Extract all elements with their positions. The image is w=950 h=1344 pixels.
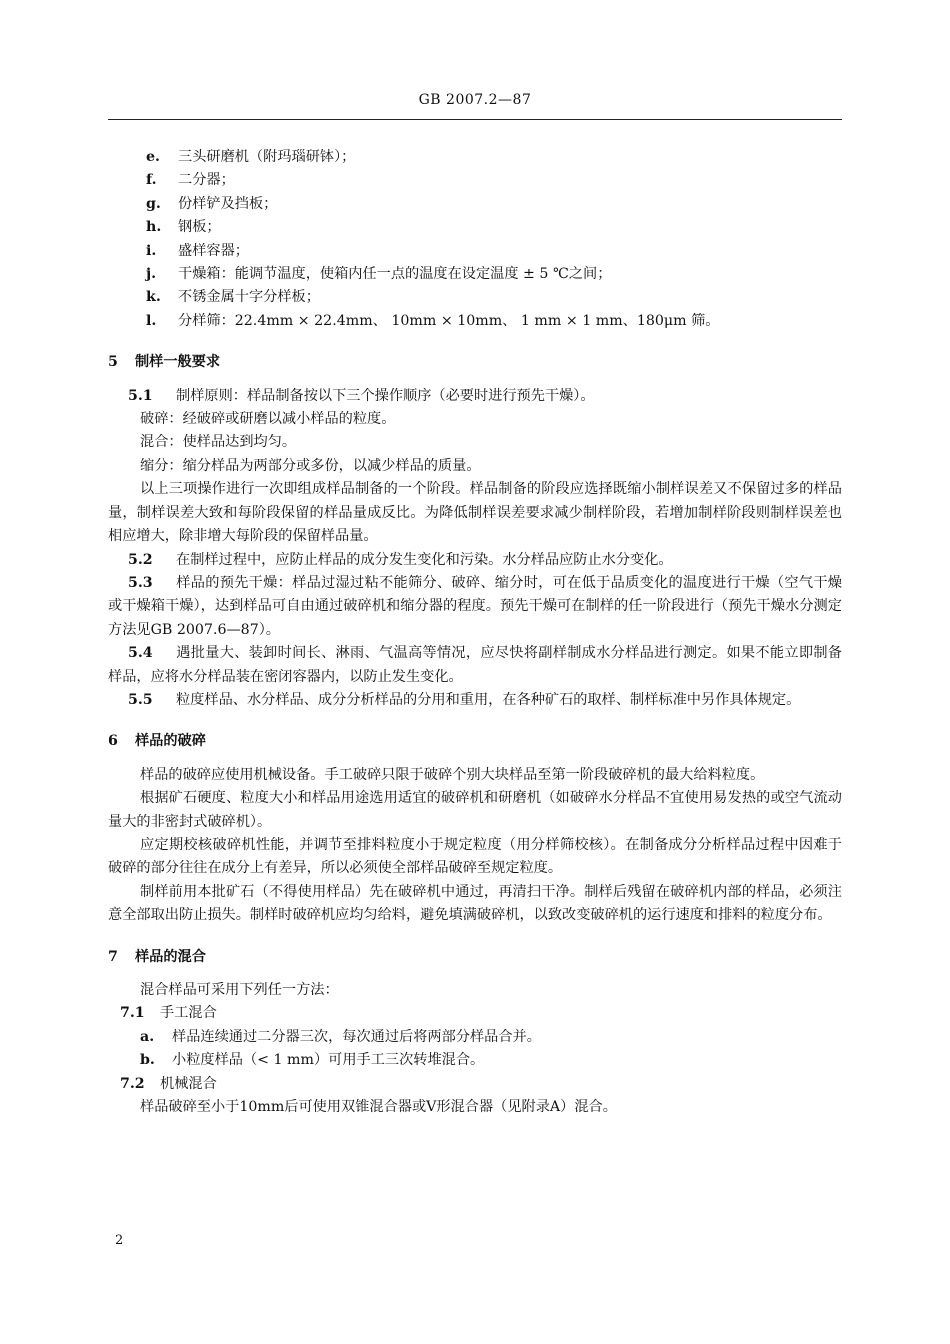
clause-7-1 [108, 1002, 842, 1025]
clause-number: 5.2 [128, 551, 153, 568]
list-item [108, 240, 842, 263]
clause-text: 在制样过程中，应防止样品的成分发生变化和污染。水分样品应防止水分变化。 [176, 551, 673, 568]
list-item-text: 钢板； [178, 219, 221, 236]
list-item [108, 169, 842, 192]
clause-title: 手工混合 [160, 1005, 217, 1022]
paragraph: 应定期校核破碎机性能，并调节至排料粒度小于规定粒度（用分样筛校核）。在制备成分分析样品过程中因难于破碎的部分往往在成分上有差异，所以必须使全部样品破碎至规定粒度。 [108, 836, 842, 877]
clause-number: 5.5 [128, 691, 153, 708]
paragraph: 混合样品可采用下列任一方法： [140, 982, 339, 998]
list-item [108, 286, 842, 309]
paragraph: 根据矿石硬度、粒度大小和样品用途选用适宜的破碎机和研磨机（如破碎水分样品不宜使用易发热的或空气流动量大的非密封式破碎机）。 [108, 790, 842, 830]
paragraph: 破碎：经破碎或研磨以减小样品的粒度。 [140, 411, 396, 428]
list-item-text: 三头研磨机（附玛瑙研钵）； [178, 149, 356, 165]
list-marker: i. [146, 242, 157, 259]
list-marker: k. [146, 289, 161, 306]
section-number: 6 [108, 733, 118, 750]
clause-number: 5.3 [128, 574, 153, 591]
list-item-text: 样品连续通过二分器三次，每次通过后将两部分样品合并。 [172, 1028, 541, 1045]
list-item [108, 310, 842, 333]
clause-number: 7.1 [120, 1005, 145, 1022]
section-6-heading [108, 730, 842, 753]
list-marker: e. [146, 149, 160, 165]
clause-text: 制样原则：样品制备按以下三个操作顺序（必要时进行预先干燥）。 [176, 387, 595, 404]
list-item-text: 二分器； [178, 172, 235, 189]
clause-text: 遇批量大、装卸时间长、淋雨、气温高等情况，应尽快将副样制成水分样品进行测定。如果不能立即制备样品，应将水分样品装在密闭容器内，以防止发生变化。 [108, 645, 842, 685]
clause-number: 5.4 [128, 645, 153, 662]
clause-5-5 [108, 689, 842, 712]
list-item [108, 216, 842, 239]
paragraph: 样品破碎至小于10mm后可使用双锥混合器或V形混合器（见附录A）混合。 [140, 1099, 617, 1116]
section-number: 5 [108, 354, 118, 371]
section-title: 制样一般要求 [134, 354, 221, 371]
list-item-text: 分样筛：22.4mm × 22.4mm、 10mm × 10mm、 1 mm × 1 mm、180μm 筛。 [178, 312, 720, 329]
paragraph: 样品的破碎应使用机械设备。手工破碎只限于破碎个别大块样品至第一阶段破碎机的最大给料粒度。 [140, 766, 765, 783]
page-number: 2 [115, 1233, 124, 1248]
list-item [108, 146, 842, 169]
header-rule [108, 119, 842, 120]
list-item-text: 盛样容器； [178, 242, 249, 259]
page-header: GB 2007.2—87 [418, 92, 532, 108]
paragraph: 制样前用本批矿石（不得使用样品）先在破碎机中通过，再清扫干净。制样后残留在破碎机内部的样品，必须注意全部取出防止损失。制样时破碎机应均匀给料，避免填满破碎机，以致改变破碎机的运行速度和排料的粒度分布。 [108, 883, 842, 924]
section-title: 样品的破碎 [134, 733, 206, 750]
clause-number: 7.2 [120, 1075, 145, 1092]
equipment-list [108, 146, 842, 333]
clause-text: 粒度样品、水分样品、成分分析样品的分用和重用，在各种矿石的取样、制样标准中另作具体规定。 [176, 691, 801, 708]
clause-5-4 [108, 642, 842, 689]
list-marker: l. [146, 312, 157, 329]
list-item-text: 小粒度样品（< 1 mm）可用手工三次转堆混合。 [172, 1052, 485, 1069]
clause-5-2 [108, 549, 842, 572]
list-marker: a. [140, 1028, 155, 1045]
list-item [108, 193, 842, 216]
clause-title: 机械混合 [160, 1075, 217, 1092]
section-number: 7 [108, 948, 118, 965]
paragraph: 以上三项操作进行一次即组成样品制备的一个阶段。样品制备的阶段应选择既缩小制样误差又不保留过多的样品量，制样误差大致和每阶段保留的样品量成反比。为降低制样误差要求减少制样阶段，若增加制样阶段则制样误差也相应增大，除非增大每阶段的保留样品量。 [108, 481, 842, 545]
list-item [108, 1026, 842, 1049]
paragraph: 缩分：缩分样品为两部分或多份，以减少样品的质量。 [140, 457, 481, 474]
list-item-text: 不锈金属十字分样板； [178, 289, 320, 306]
section-5-heading [108, 351, 842, 374]
list-item [108, 263, 842, 286]
list-marker: g. [146, 195, 161, 212]
section-title: 样品的混合 [134, 948, 206, 965]
list-item-text: 干燥箱：能调节温度，使箱内任一点的温度在设定温度 ± 5 ℃之间； [178, 266, 612, 283]
clause-7-2 [108, 1073, 842, 1096]
clause-5-3 [108, 572, 842, 642]
clause-number: 5.1 [128, 387, 153, 404]
list-item [108, 1049, 842, 1072]
section-7-heading [108, 946, 842, 969]
clause-text: 样品的预先干燥：样品过湿过粘不能筛分、破碎、缩分时，可在低于品质变化的温度进行干燥（空气干燥或干燥箱干燥），达到样品可自由通过破碎机和缩分器的程度。预先干燥可在制样的任一阶段进行（预先干燥水分测定方法见GB 2007.6—87）。 [108, 574, 842, 638]
list-marker: h. [146, 219, 162, 236]
document-body [108, 146, 842, 1119]
clause-5-1 [108, 385, 842, 408]
paragraph: 混合：使样品达到均匀。 [140, 434, 297, 451]
list-item-text: 份样铲及挡板； [178, 195, 278, 212]
list-marker: f. [146, 172, 157, 189]
list-marker: j. [146, 266, 157, 283]
list-marker: b. [140, 1052, 155, 1069]
